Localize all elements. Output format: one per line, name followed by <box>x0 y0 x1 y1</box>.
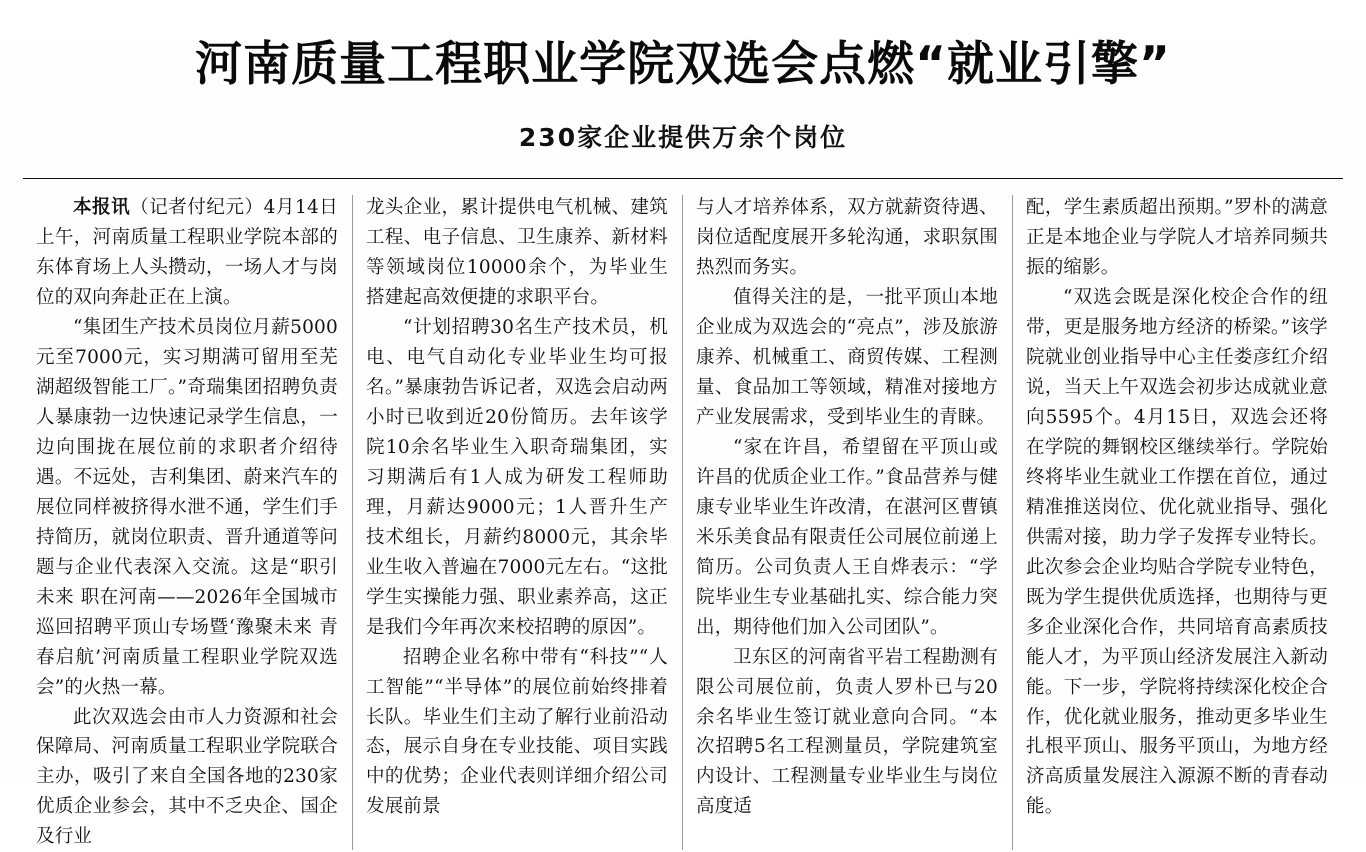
paragraph: 配，学生素质超出预期。”罗朴的满意正是本地企业与学院人才培养同频共振的缩影。 <box>1026 197 1328 278</box>
paragraph: 与人才培养体系，双方就薪资待遇、岗位适配度展开多轮沟通，求职氛围热烈而务实。 <box>696 197 998 278</box>
article-column-1 <box>22 193 352 852</box>
article-body <box>22 193 1344 852</box>
header-divider <box>23 178 1343 179</box>
subheadline: 230家企业提供万余个岗位 <box>518 123 848 153</box>
paragraph: 招聘企业名称中带有“科技”“人工智能”“半导体”的展位前始终排着长队。毕业生们主动了解行业前沿动态，展示自身在专业技能、项目实践中的优势；企业代表则详细介绍公司发展前景 <box>366 646 668 818</box>
paragraph: “集团生产技术员岗位月薪5000元至7000元，实习期满可留用至芜湖超级智能工厂。”奇瑞集团招聘负责人暴康勃一边快速记录学生信息，一边向围拢在展位前的求职者介绍待遇。不远处，吉利集团、蔚来汽车的展位同样被挤得水泄不通，学生们手持简历，就岗位职责、晋升通道等问题与企业代表深入交流。这是“职引未来 职在河南——2026年全国城市巡回招聘平顶山专场暨‘豫聚未来 青春启航’河南质量工程职业学院双选会”的火热一幕。 <box>36 316 338 698</box>
paragraph: 龙头企业，累计提供电气机械、建筑工程、电子信息、卫生康养、新材料等领域岗位10000余个，为毕业生搭建起高效便捷的求职平台。 <box>366 197 668 308</box>
article-column-3 <box>682 193 1012 852</box>
page-title: 河南质量工程职业学院双选会点燃“就业引擎” <box>195 37 1171 92</box>
paragraph: 此次双选会由市人力资源和社会保障局、河南质量工程职业学院联合主办，吸引了来自全国各地的230家优质企业参会，其中不乏央企、国企及行业 <box>36 706 338 848</box>
paragraph: 卫东区的河南省平岩工程勘测有限公司展位前，负责人罗朴已与20余名毕业生签订就业意向合同。“本次招聘5名工程测量员，学院建筑室内设计、工程测量专业毕业生与岗位高度适 <box>696 646 998 818</box>
article-column-2 <box>352 193 682 852</box>
paragraph: 值得关注的是，一批平顶山本地企业成为双选会的“亮点”，涉及旅游康养、机械重工、商贸传媒、工程测量、食品加工等领域，精准对接地方产业发展需求，受到毕业生的青睐。 <box>696 286 998 428</box>
paragraph: 本报讯（记者付纪元）4月14日上午，河南质量工程职业学院本部的东体育场上人头攒动，一场人才与岗位的双向奔赴正在上演。 <box>36 197 338 308</box>
newspaper-page <box>0 37 1366 848</box>
article-column-4 <box>1012 193 1342 852</box>
paragraph: “计划招聘30名生产技术员，机电、电气自动化专业毕业生均可报名。”暴康勃告诉记者，双选会启动两小时已收到近20份简历。去年该学院10余名毕业生入职奇瑞集团，实习期满后有1人成为研发工程师助理，月薪达9000元；1人晋升生产技术组长，月薪约8000元，其余毕业生收入普遍在7000元左右。“这批学生实操能力强、职业素养高，这正是我们今年再次来校招聘的原因”。 <box>366 316 668 638</box>
paragraph: “家在许昌，希望留在平顶山或许昌的优质企业工作。”食品营养与健康专业毕业生许改清，在湛河区曹镇米乐美食品有限责任公司展位前递上简历。公司负责人王自烨表示：“学院毕业生专业基础扎实、综合能力突出，期待他们加入公司团队”。 <box>696 436 998 638</box>
paragraph: “双选会既是深化校企合作的纽带，更是服务地方经济的桥梁。”该学院就业创业指导中心主任娄彦红介绍说，当天上午双选会初步达成就业意向5595个。4月15日，双选会还将在学院的舞钢校区继续举行。学院始终将毕业生就业工作摆在首位，通过精准推送岗位、优化就业指导、强化供需对接，助力学子发挥专业特长。此次参会企业均贴合学院专业特色，既为学生提供优质选择，也期待与更多企业深化合作，共同培育高素质技能人才，为平顶山经济发展注入新动能。下一步，学院将持续深化校企合作，优化就业服务，推动更多毕业生扎根平顶山、服务平顶山，为地方经济高质量发展注入源源不断的青春动能。 <box>1026 286 1328 818</box>
